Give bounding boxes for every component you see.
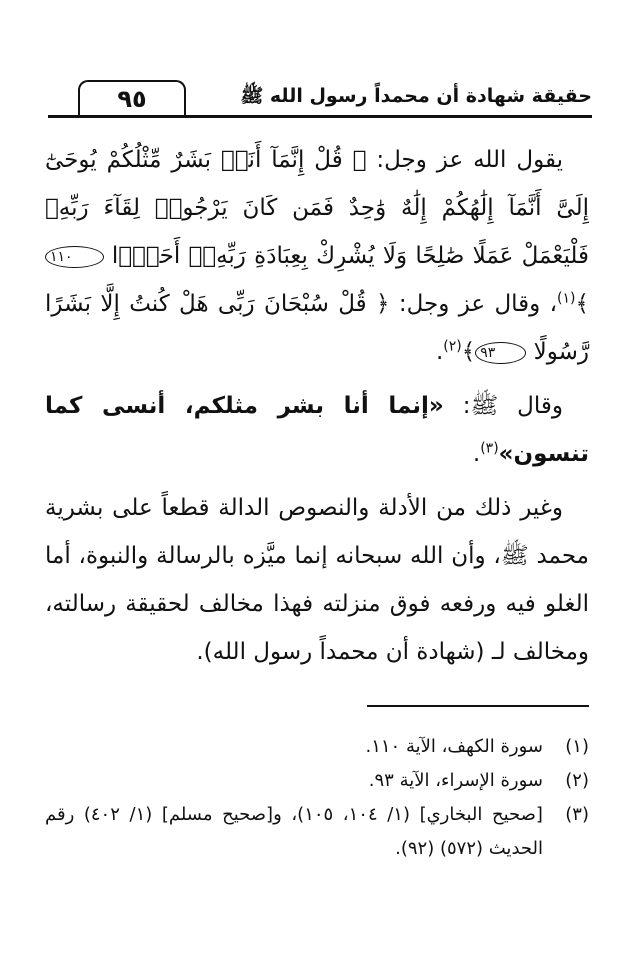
paragraph-1 <box>45 136 589 376</box>
footnote-3 <box>45 798 589 866</box>
hadith-quote: «إنما أنا بشر مثلكم، أنسى كما تنسون» <box>45 393 589 467</box>
paragraph-2 <box>45 382 589 478</box>
footnote-number: (٢) <box>565 770 589 791</box>
running-title: حقيقة شهادة أن محمداً رسول الله ﷺ <box>240 85 592 107</box>
footnotes <box>45 730 589 866</box>
main-text <box>45 136 589 676</box>
footnote-2 <box>45 764 589 798</box>
footnote-number: (١) <box>565 736 589 757</box>
footnote-ref-3: (٣) <box>480 440 499 457</box>
header-rule <box>48 115 592 118</box>
page-header <box>48 78 592 118</box>
quran-close-1: ﴾ <box>575 291 589 317</box>
quran-verse-2: ﴿ قُلْ سُبْحَانَ رَبِّى هَلْ كُنتُ إِلَّا بَشَرًا رَّسُولًا <box>45 291 589 365</box>
p1-intro: يقول الله عز وجل: <box>366 147 563 173</box>
page-number: ٩٥ <box>78 80 186 116</box>
p2-end: . <box>472 441 481 467</box>
footnote-ref-1: (١) <box>557 290 576 307</box>
ayah-marker-2: ٩٣ <box>475 342 526 364</box>
ayah-marker-1: ١١٠ <box>45 246 104 268</box>
p2-intro: وقال ﷺ: <box>443 393 563 419</box>
footnote-1 <box>45 730 589 764</box>
footnote-text: سورة الكهف، الآية ١١٠. <box>365 736 543 757</box>
quran-verse-1: ﴿ قُلْ إِنَّمَآ أَنَا۠ بَشَرٌ مِّثْلُكُمْ يُوحَىٰٓ إِلَىَّ أَنَّمَآ إِلَٰهُكُمْ إِلَٰهٌ وَٰحِدٌ فَمَن كَانَ يَرْجُوا۟ لِقَآءَ رَبِّهِۦ فَلْيَعْمَلْ عَمَلًا صَٰلِحًا وَلَا يُشْرِكْ بِعِبَادَةِ رَبِّهِۦٓ أَحَدًۢا <box>45 147 589 269</box>
p1-mid: ، وقال عز وجل: <box>389 291 558 317</box>
footnote-text: سورة الإسراء، الآية ٩٣. <box>368 770 543 791</box>
footnote-ref-2: (٢) <box>443 338 462 355</box>
quran-close-2: ﴾ <box>461 339 476 365</box>
paragraph-3: وغير ذلك من الأدلة والنصوص الدالة قطعاً على بشرية محمد ﷺ، وأن الله سبحانه إنما ميَّزه بالرسالة والنبوة، أما الغلو فيه ورفعه فوق منزلته فهذا مخالف لحقيقة رسالته، ومخالف لـ (شهادة أن محمداً رسول الله). <box>45 495 589 665</box>
p1-end: . <box>435 339 444 365</box>
footnote-separator <box>367 705 589 707</box>
footnote-number: (٣) <box>565 804 589 825</box>
footnote-text: [صحيح البخاري] (١/ ١٠٤، ١٠٥)، و[صحيح مسلم] (١/ ٤٠٢) رقم الحديث (٥٧٢) (٩٢). <box>45 804 543 859</box>
